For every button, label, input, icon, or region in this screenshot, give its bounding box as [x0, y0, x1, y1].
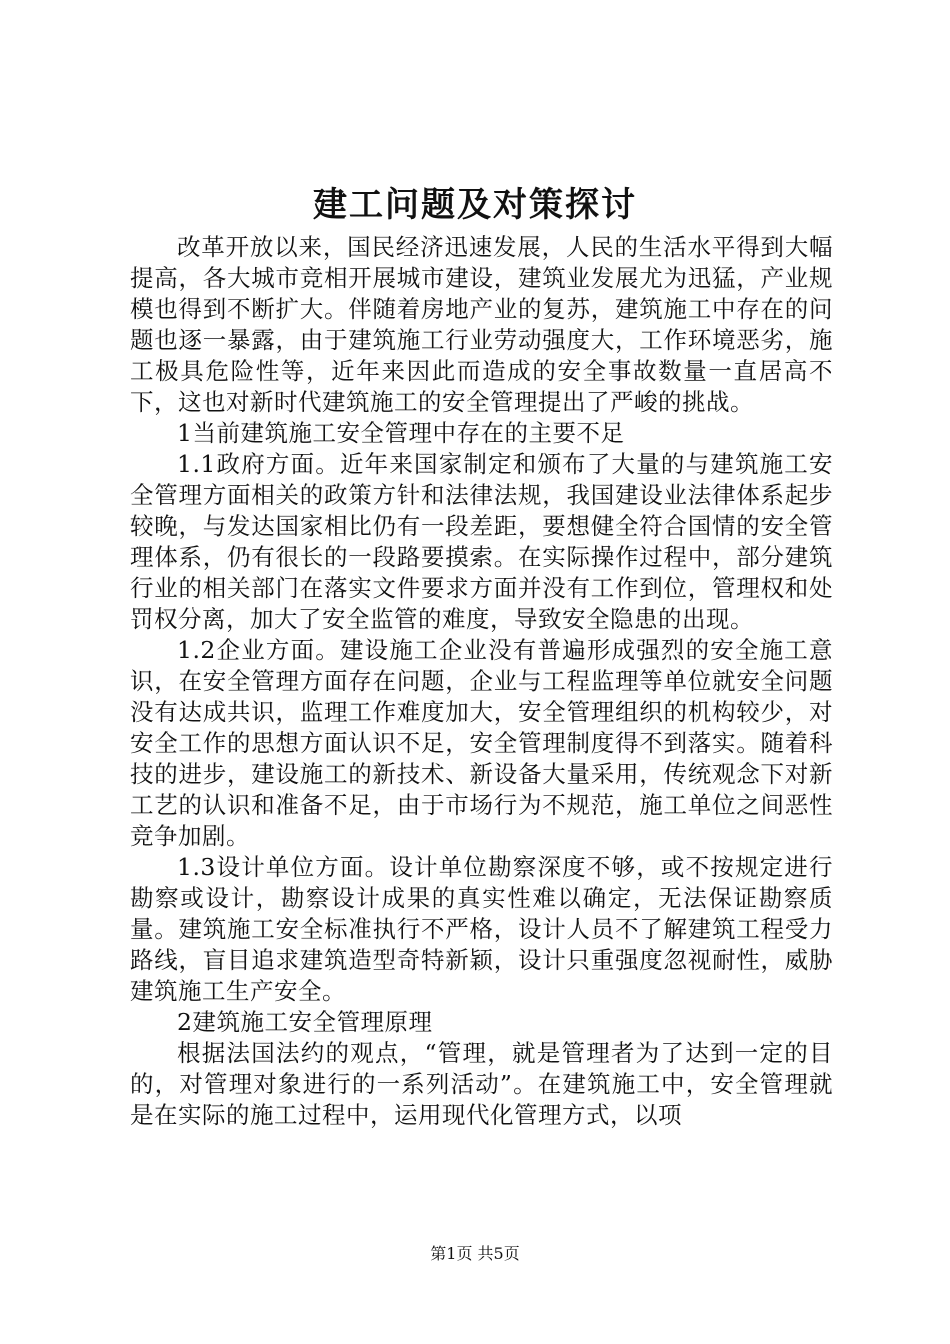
paragraph-1-3: 1.3设计单位方面。设计单位勘察深度不够，或不按规定进行勘察或设计，勘察设计成果的真实性难以确定，无法保证勘察质量。建筑施工安全标准执行不严格，设计人员不了解建筑工程受力路线，盲目追求建筑造型奇特新颖，设计只重强度忽视耐性，威胁建筑施工生产安全。: [130, 853, 833, 1005]
page-footer: 第1页 共5页: [430, 1244, 520, 1263]
document-title: 建工问题及对策探讨: [313, 185, 637, 225]
section-heading-2: 2建筑施工安全管理原理: [177, 1008, 433, 1036]
paragraph-1-1: 1.1政府方面。近年来国家制定和颁布了大量的与建筑施工安全管理方面相关的政策方针和法律法规，我国建设业法律体系起步较晚，与发达国家相比仍有一段差距，要想健全符合国情的安全管理体系，仍有很长的一段路要摸索。在实际操作过程中，部分建筑行业的相关部门在落实文件要求方面并没有工作到位，管理权和处罚权分离，加大了安全监管的难度，导致安全隐患的出现。: [130, 450, 833, 633]
paragraph-2: 根据法国法约的观点，“管理，就是管理者为了达到一定的目的，对管理对象进行的一系列活动”。在建筑施工中，安全管理就是在实际的施工过程中，运用现代化管理方式，以项: [130, 1039, 833, 1129]
document-body: [130, 232, 833, 1131]
paragraph-1-2: 1.2企业方面。建设施工企业没有普遍形成强烈的安全施工意识，在安全管理方面存在问题，企业与工程监理等单位就安全问题没有达成共识，监理工作难度加大，安全管理组织的机构较少，对安全工作的思想方面认识不足，安全管理制度得不到落实。随着科技的进步，建设施工的新技术、新设备大量采用，传统观念下对新工艺的认识和准备不足，由于市场行为不规范，施工单位之间恶性竞争加剧。: [130, 636, 833, 850]
section-heading-1: 1当前建筑施工安全管理中存在的主要不足: [177, 419, 625, 447]
paragraph-intro: 改革开放以来，国民经济迅速发展，人民的生活水平得到大幅提高，各大城市竞相开展城市建设，建筑业发展尤为迅猛，产业规模也得到不断扩大。伴随着房地产业的复苏，建筑施工中存在的问题也逐一暴露，由于建筑施工行业劳动强度大，工作环境恶劣，施工极具危险性等，近年来因此而造成的安全事故数量一直居高不下，这也对新时代建筑施工的安全管理提出了严峻的挑战。: [130, 233, 833, 416]
